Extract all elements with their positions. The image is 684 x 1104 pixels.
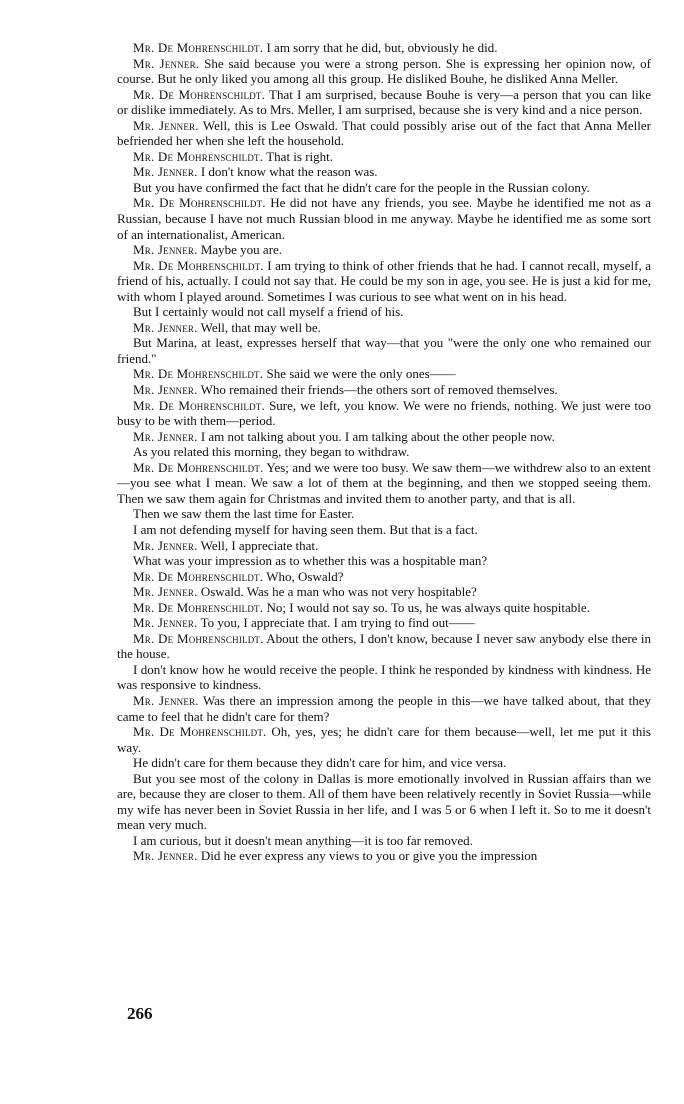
paragraph-text: I am curious, but it doesn't mean anything—it is too far removed. — [133, 832, 473, 848]
speaker-label: Mr. Jenner. — [133, 242, 198, 258]
speaker-label: Mr. De Mohrenschildt. — [133, 397, 265, 413]
transcript-paragraph — [117, 833, 651, 849]
transcript-paragraph — [117, 398, 651, 429]
paragraph-text: Well, I appreciate that. — [200, 537, 319, 553]
paragraph-text: No; I would not say so. To us, he was always quite hospitable. — [266, 599, 590, 615]
transcript-paragraph — [117, 87, 651, 118]
transcript-paragraph — [117, 258, 651, 305]
transcript-paragraph — [117, 600, 651, 616]
transcript-paragraph — [117, 538, 651, 554]
transcript-paragraph — [117, 304, 651, 320]
transcript-paragraph — [117, 444, 651, 460]
paragraph-text: That is right. — [266, 148, 334, 164]
speaker-label: Mr. Jenner. — [133, 164, 198, 180]
paragraph-text: About the others, I don't know, because I never saw anybody else there in the house. — [117, 630, 651, 662]
paragraph-text: He did not have any friends, you see. Maybe he identified me not as a Russian, because I have not much Russian blood in me anyway. Maybe he identified me as some sort of an internationalist, American. — [117, 195, 651, 242]
transcript-paragraph — [117, 335, 651, 366]
paragraph-text: Who remained their friends—the others sort of removed themselves. — [200, 382, 558, 398]
speaker-label: Mr. De Mohrenschildt. — [133, 599, 264, 615]
transcript-paragraph — [117, 724, 651, 755]
paragraph-text: That I am surprised, because Bouhe is very—a person that you can like or dislike immediately. As to Mrs. Meller, I am surprised, because she is very kind and a nice person. — [117, 86, 651, 118]
paragraph-text: She said we were the only ones—— — [266, 366, 456, 382]
paragraph-text: To you, I appreciate that. I am trying to find out—— — [200, 615, 475, 631]
paragraph-text: Well, this is Lee Oswald. That could possibly arise out of the fact that Anna Meller befriended her when she left the household. — [117, 117, 651, 149]
speaker-label: Mr. De Mohrenschildt. — [133, 724, 267, 740]
transcript-paragraph — [117, 569, 651, 585]
speaker-label: Mr. De Mohrenschildt. — [133, 195, 266, 211]
paragraph-text: Sure, we left, you know. We were no friends, nothing. We just were too busy to be with them—period. — [117, 397, 651, 429]
paragraph-text: But you have confirmed the fact that he didn't care for the people in the Russian colony. — [133, 179, 590, 195]
speaker-label: Mr. De Mohrenschildt. — [133, 366, 264, 382]
paragraph-text: I don't know what the reason was. — [200, 164, 378, 180]
speaker-label: Mr. De Mohrenschildt. — [133, 630, 264, 646]
speaker-label: Mr. Jenner. — [133, 55, 200, 71]
transcript-paragraph — [117, 662, 651, 693]
transcript-paragraph — [117, 693, 651, 724]
speaker-label: Mr. Jenner. — [133, 382, 198, 398]
paragraph-text: Who, Oswald? — [266, 568, 344, 584]
transcript-paragraph — [117, 195, 651, 242]
paragraph-text: Yes; and we were too busy. We saw them—we withdrew also to an extent—you see what I mean. We saw a lot of them at the beginning, and then we stopped seeing them. Then we saw them again for Christmas and invited them to another party, and that is all. — [117, 459, 651, 506]
speaker-label: Mr. De Mohrenschildt. — [133, 148, 264, 164]
speaker-label: Mr. Jenner. — [133, 848, 198, 864]
speaker-label: Mr. De Mohrenschildt. — [133, 86, 266, 102]
transcript-paragraph — [117, 164, 651, 180]
speaker-label: Mr. De Mohrenschildt. — [133, 459, 264, 475]
speaker-label: Mr. Jenner. — [133, 692, 199, 708]
paragraph-text: Maybe you are. — [200, 242, 283, 258]
paragraph-text: Well, that may well be. — [200, 319, 321, 335]
transcript-paragraph — [117, 56, 651, 87]
transcript-paragraph — [117, 848, 651, 864]
paragraph-text: Then we saw them the last time for Easter. — [133, 506, 355, 522]
paragraph-text: But I certainly would not call myself a friend of his. — [133, 304, 404, 320]
paragraph-text: I don't know how he would receive the people. I think he responded by kindness with kindness. He was responsive to kindness. — [117, 661, 651, 693]
speaker-label: Mr. De Mohrenschildt. — [133, 568, 264, 584]
speaker-label: Mr. Jenner. — [133, 584, 198, 600]
transcript-paragraph — [117, 366, 651, 382]
transcript-paragraph — [117, 553, 651, 569]
transcript-paragraph — [117, 242, 651, 258]
transcript-paragraph — [117, 506, 651, 522]
paragraph-text: He didn't care for them because they didn't care for him, and vice versa. — [133, 755, 507, 771]
transcript-paragraph — [117, 755, 651, 771]
transcript-paragraph — [117, 584, 651, 600]
transcript-text — [117, 40, 651, 864]
paragraph-text: Was there an impression among the people in this—we have talked about, that they came to feel that he didn't care for them? — [117, 692, 651, 724]
paragraph-text: She said because you were a strong person. She is expressing her opinion now, of course. But he only liked you among all this group. He disliked Bouhe, he disliked Anna Meller. — [117, 55, 652, 87]
paragraph-text: As you related this morning, they began to withdraw. — [133, 444, 410, 460]
paragraph-text: I am not talking about you. I am talking about the other people now. — [200, 428, 555, 444]
speaker-label: Mr. Jenner. — [133, 537, 198, 553]
transcript-paragraph — [117, 429, 651, 445]
speaker-label: Mr. Jenner. — [133, 319, 198, 335]
paragraph-text: Oswald. Was he a man who was not very hospitable? — [200, 584, 477, 600]
transcript-paragraph — [117, 149, 651, 165]
transcript-paragraph — [117, 771, 651, 833]
paragraph-text: Did he ever express any views to you or give you the impression — [200, 848, 538, 864]
transcript-paragraph — [117, 118, 651, 149]
page-number: 266 — [127, 1004, 153, 1023]
transcript-paragraph — [117, 631, 651, 662]
transcript-paragraph — [117, 615, 651, 631]
transcript-paragraph — [117, 522, 651, 538]
speaker-label: Mr. Jenner. — [133, 117, 199, 133]
transcript-paragraph — [117, 382, 651, 398]
speaker-label: Mr. De Mohrenschildt. — [133, 257, 264, 273]
speaker-label: Mr. Jenner. — [133, 428, 198, 444]
transcript-paragraph — [117, 40, 651, 56]
paragraph-text: I am sorry that he did, but, obviously he did. — [266, 40, 498, 55]
paragraph-text: But Marina, at least, expresses herself that way—that you "were the only one who remained our friend." — [117, 335, 651, 366]
speaker-label: Mr. Jenner. — [133, 615, 198, 631]
paragraph-text: I am trying to think of other friends that he had. I cannot recall, myself, a friend of his, actually. I could not say that. He could be my son in age, you see. He is just a kid for me, with whom I played around. Sometimes I was curious to see what went on in his head. — [117, 257, 651, 304]
paragraph-text: What was your impression as to whether this was a hospitable man? — [133, 553, 488, 569]
speaker-label: Mr. De Mohrenschildt. — [133, 40, 264, 55]
paragraph-text: But you see most of the colony in Dallas is more emotionally involved in Russian affairs than we are, because they are closer to them. All of them have been relatively recently in Soviet Russia—while my wife has never been in Soviet Russia in her life, and I was 5 or 6 when I left it. So to me it doesn't mean very much. — [117, 770, 651, 833]
transcript-paragraph — [117, 180, 651, 196]
paragraph-text: I am not defending myself for having seen them. But that is a fact. — [133, 521, 478, 537]
transcript-paragraph — [117, 460, 651, 507]
paragraph-text: Oh, yes, yes; he didn't care for them because—well, let me put it this way. — [117, 724, 651, 755]
transcript-paragraph — [117, 320, 651, 336]
